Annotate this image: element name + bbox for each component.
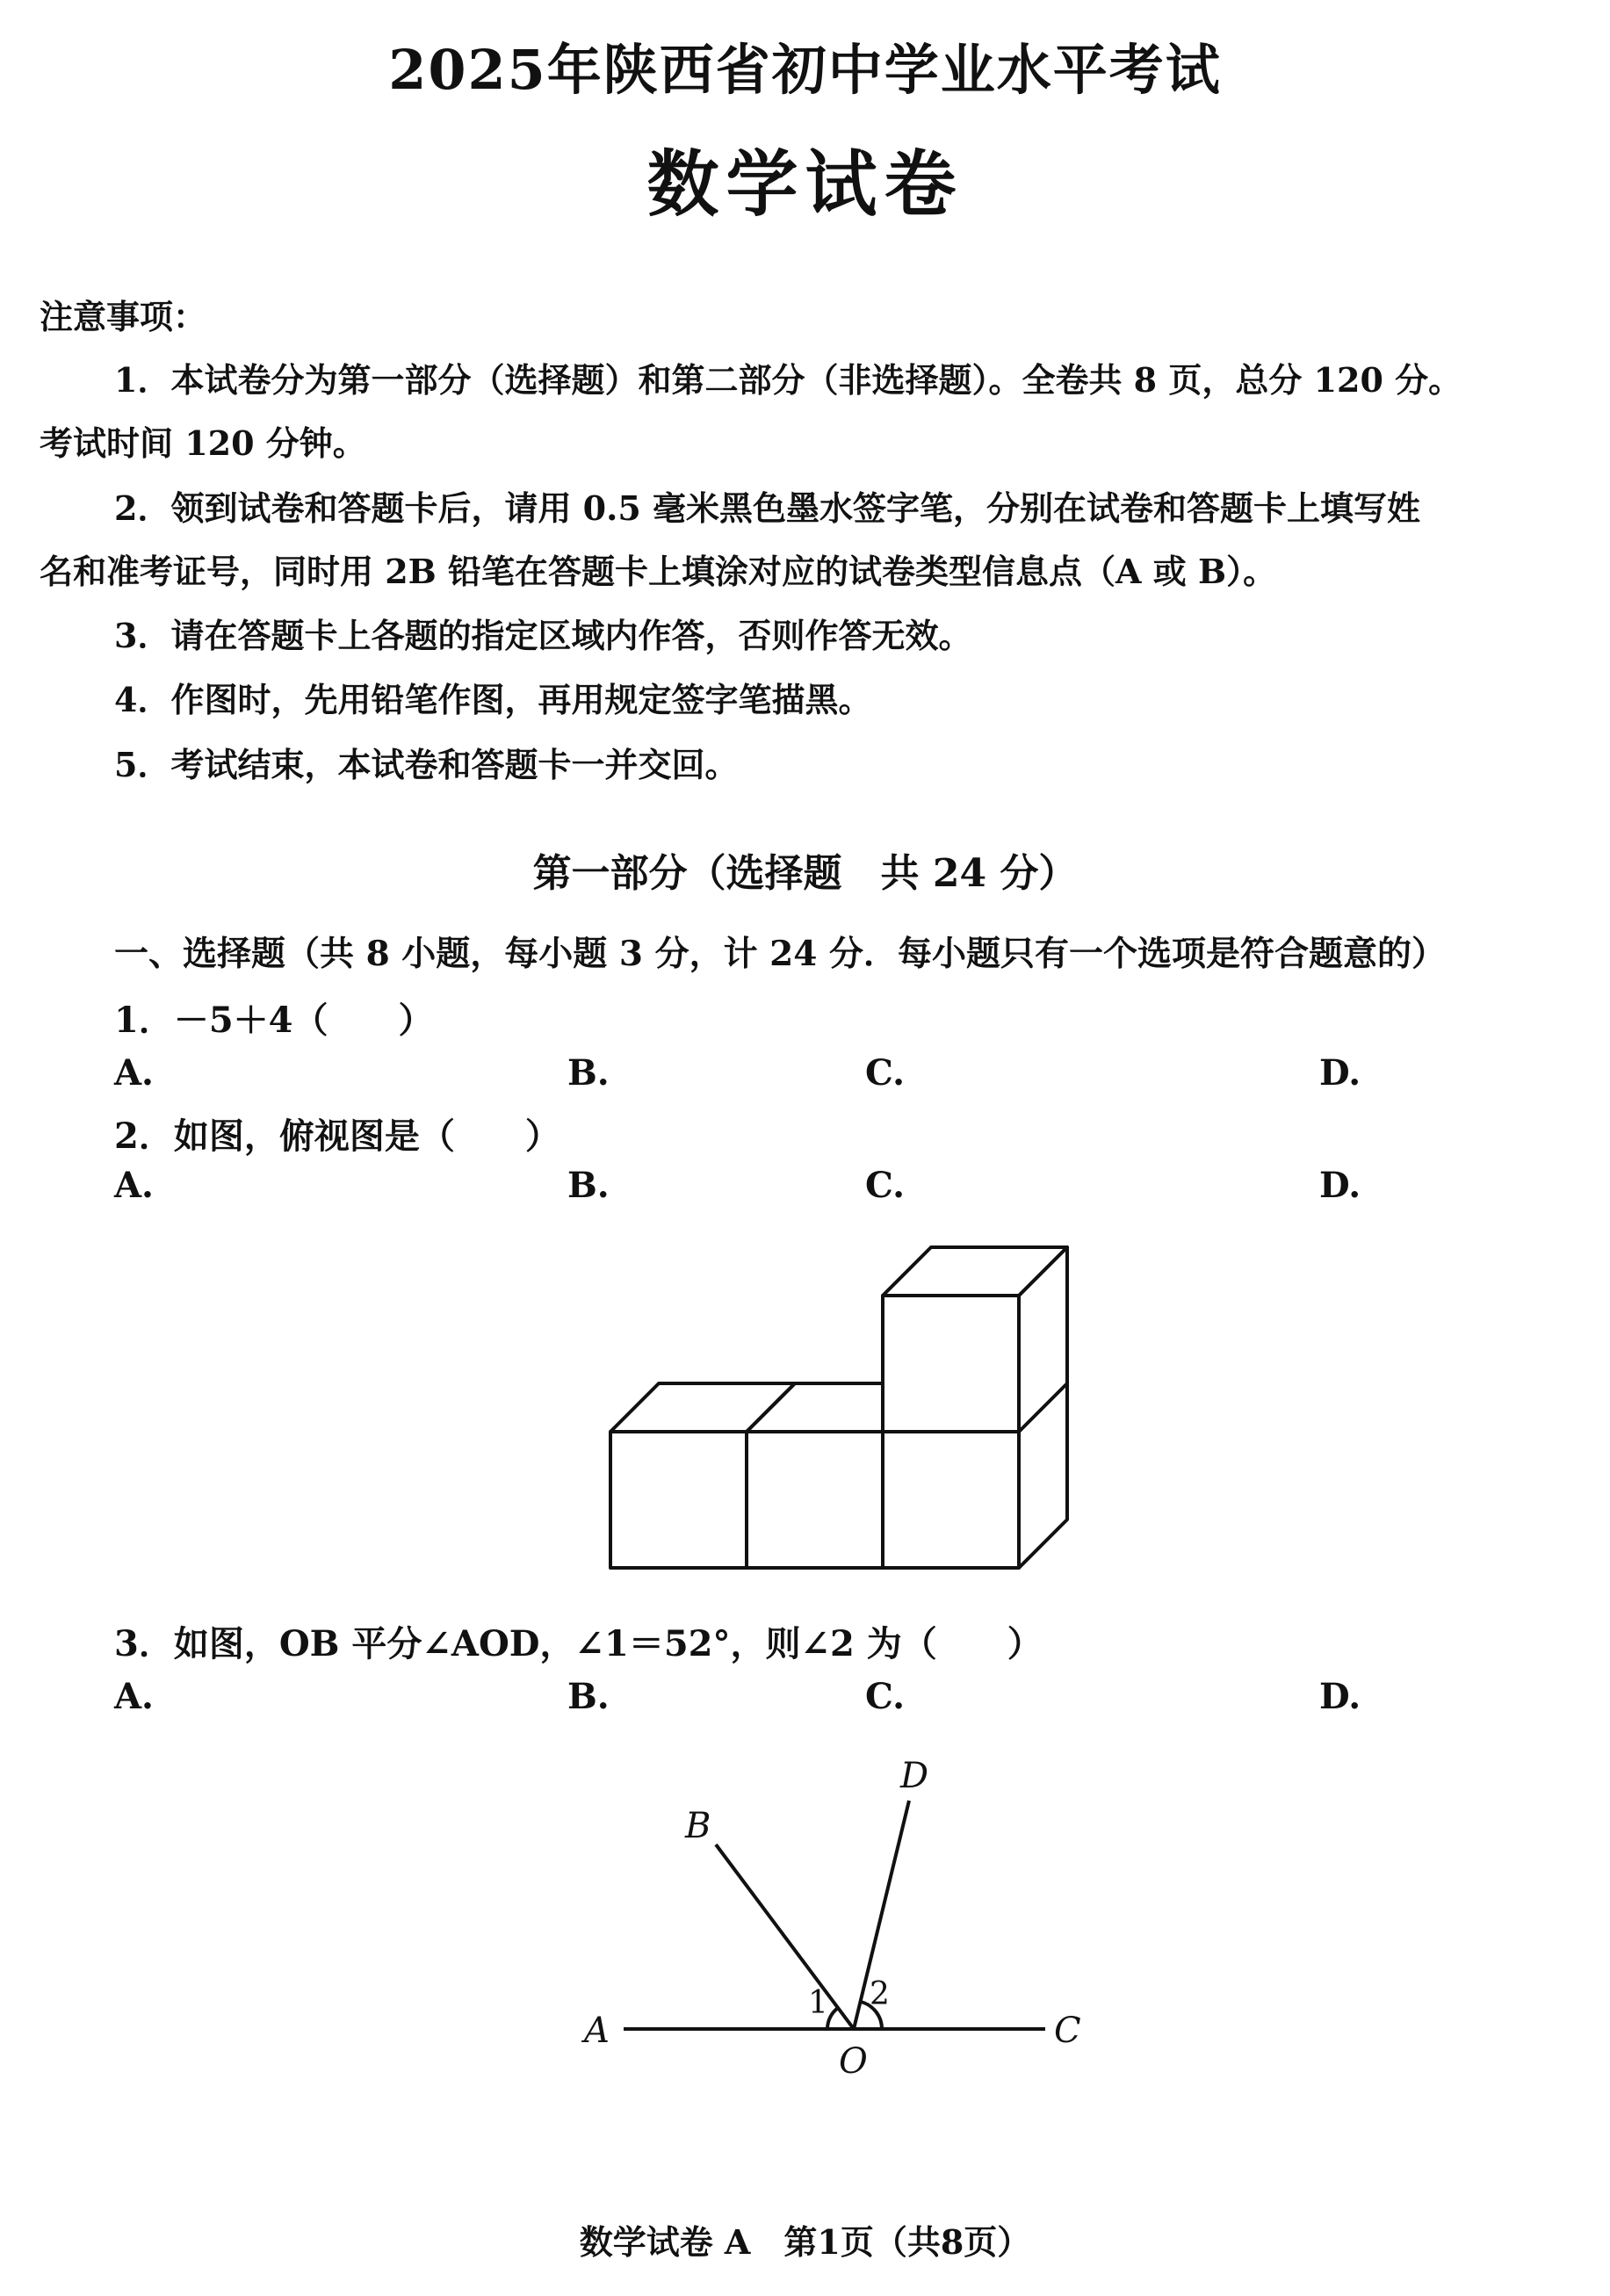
question-3-option-a: A. — [114, 1676, 154, 1717]
notice-heading: 注意事项： — [40, 297, 207, 336]
notice-line-3: 3．请在答题卡上各题的指定区域内作答，否则作答无效。 — [114, 616, 972, 655]
label-a: A — [584, 2011, 610, 2051]
notice-line-2: 2．领到试卷和答题卡后，请用 0.5 毫米黑色墨水签字笔，分别在试卷和答题卡上填写姓 — [114, 488, 1421, 528]
cube-top-left — [610, 1383, 795, 1432]
notice-line-5: 5．考试结束，本试卷和答题卡一并交回。 — [114, 745, 739, 784]
notice-line-1-cont: 考试时间 120 分钟。 — [40, 423, 366, 463]
question-1-option-c: C. — [865, 1052, 906, 1094]
label-b: B — [685, 1806, 711, 1846]
question-3-option-d: D. — [1319, 1676, 1361, 1717]
cube-front-middle — [747, 1432, 883, 1568]
part-one-title: 第一部分（选择题 共 24 分） — [532, 851, 1078, 896]
question-2-option-d: D. — [1319, 1165, 1361, 1206]
question-1-option-a: A. — [114, 1052, 154, 1094]
question-2-option-c: C. — [865, 1165, 906, 1206]
cube-front-left — [610, 1432, 747, 1568]
notice-line-4: 4．作图时，先用铅笔作图，再用规定签字笔描黑。 — [114, 680, 872, 719]
question-3-stem: 3．如图，OB 平分∠AOD，∠1＝52°，则∠2 为（ ） — [114, 1623, 1043, 1664]
notice-line-1: 1．本试卷分为第一部分（选择题）和第二部分（非选择题）。全卷共 8 页，总分 120 分。 — [114, 360, 1462, 400]
question-3-option-b: B. — [567, 1676, 610, 1717]
cube-stack-figure — [597, 1238, 1089, 1581]
cube-side-divider — [1019, 1383, 1067, 1432]
label-angle-1: 1 — [808, 1985, 828, 2021]
angle-figure — [571, 1748, 1115, 2099]
question-1-option-d: D. — [1319, 1052, 1361, 1094]
exam-title: 2025年陕西省初中学业水平考试 — [388, 38, 1222, 102]
page-footer: 数学试卷 A 第1页（共8页） — [579, 2222, 1031, 2262]
label-o: O — [839, 2041, 868, 2082]
ray-ob — [716, 1845, 854, 2029]
cube-front-right — [883, 1432, 1019, 1568]
label-c: C — [1054, 2011, 1081, 2051]
label-angle-2: 2 — [870, 1976, 890, 2012]
question-1-option-b: B. — [567, 1052, 610, 1094]
paper-title: 数学试卷 — [646, 142, 964, 227]
question-2-option-a: A. — [114, 1165, 154, 1206]
cube-top-middle — [747, 1383, 795, 1432]
cube-top-upper — [883, 1247, 1067, 1296]
cube-front-upper — [883, 1296, 1019, 1432]
angle-1-arc — [827, 2008, 838, 2029]
section-heading: 一、选择题（共 8 小题，每小题 3 分，计 24 分．每小题只有一个选项是符合题意的） — [114, 934, 1447, 974]
question-1-stem: 1．－5＋4（ ） — [114, 1000, 434, 1041]
label-d: D — [900, 1756, 929, 1796]
question-2-stem: 2．如图，俯视图是（ ） — [114, 1116, 560, 1157]
question-3-option-c: C. — [865, 1676, 906, 1717]
notice-line-2-cont: 名和准考证号，同时用 2B 铅笔在答题卡上填涂对应的试卷类型信息点（A 或 B）。 — [40, 552, 1277, 591]
question-2-option-b: B. — [567, 1165, 610, 1206]
